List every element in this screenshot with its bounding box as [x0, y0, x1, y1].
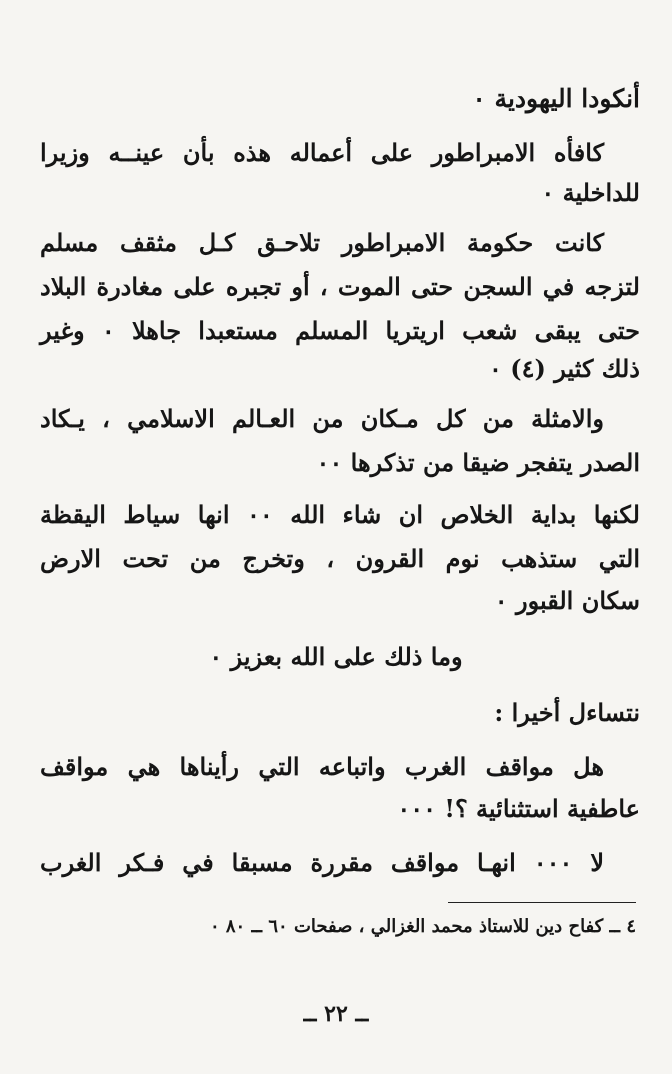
paragraph-5-line-2: عاطفية استثنائية ؟! ٠٠٠	[397, 794, 640, 823]
paragraph-6-line-1: لا ٠٠٠ انهـا مواقف مقررة مسبقا في فـكر الغرب	[40, 848, 605, 877]
paragraph-1-line-2: للداخلية ٠	[541, 178, 640, 207]
paragraph-4-line-3: سكان القبور ٠	[494, 586, 640, 615]
page-number: ــ ٢٢ ــ	[303, 1001, 369, 1027]
paragraph-3-line-1: والامثلة من كل مـكان من العـالم الاسلامي ، يـكاد	[40, 404, 604, 433]
paragraph-4-line-2: التي ستذهب نوم القرون ، وتخرج من تحت الارض	[40, 544, 640, 573]
paragraph-2-line-3: حتى يبقى شعب اريتريا المسلم مستعبدا جاهلا ٠ وغير	[40, 316, 640, 345]
paragraph-4-line-1: لكنها بداية الخلاص ان شاء الله ٠٠ انها سياط اليقظة	[40, 500, 640, 529]
section-heading: أنكودا اليهودية ٠	[472, 84, 640, 113]
paragraph-1-line-1: كافأه الامبراطور على أعماله هذه بأن عينــه وزيرا	[40, 138, 604, 167]
paragraph-2-line-4: ذلك كثير (٤) ٠	[489, 354, 640, 383]
footnote: ٤ ــ كفاح دين للاستاذ محمد الغزالي ، صفحات ٦٠ ــ ٨٠ ٠	[209, 916, 636, 937]
paragraph-5-line-1: هل مواقف الغرب واتباعه التي رأيناها هي مواقف	[40, 752, 604, 781]
paragraph-2-line-2: لتزجه في السجن حتى الموت ، أو تجبره على مغادرة البلاد	[40, 272, 640, 301]
centered-verse: وما ذلك على الله بعزيز ٠	[209, 642, 463, 671]
paragraph-2-line-1: كانت حكومة الامبراطور تلاحـق كـل مثقف مسلم	[40, 228, 604, 257]
question-intro: نتساءل أخيرا :	[494, 698, 640, 727]
footnote-divider	[448, 902, 636, 903]
paragraph-3-line-2: الصدر يتفجر ضيقا من تذكرها ٠٠	[316, 448, 640, 477]
